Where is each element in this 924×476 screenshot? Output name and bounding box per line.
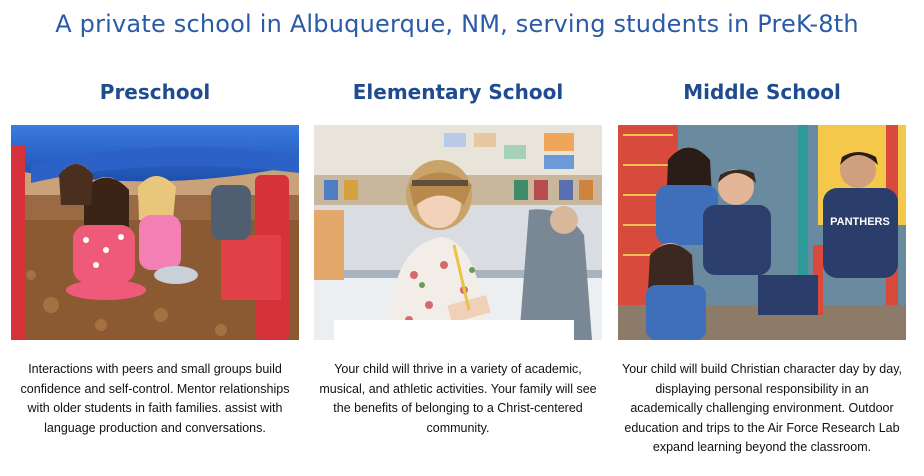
program-description-middle: Your child will build Christian character day by day, displaying personal responsibility in an academically challenging environment. Outdoor education and trips to the Air Force Research Lab expand learning beyond the classroom. <box>622 362 902 454</box>
page-headline: A private school in Albuquerque, NM, serving students in PreK-8th <box>55 10 859 38</box>
program-title-middle[interactable]: Middle School <box>683 80 841 104</box>
preschool-photo[interactable] <box>11 125 299 340</box>
shirt-text: PANTHERS <box>830 216 890 228</box>
elementary-photo[interactable] <box>314 125 602 340</box>
program-description-elementary: Your child will thrive in a variety of academic, musical, and athletic activities. Your family will see the benefits of belonging to a Christ-centered community. <box>319 362 597 435</box>
middle-school-photo[interactable] <box>618 125 906 340</box>
program-title-elementary[interactable]: Elementary School <box>352 80 564 104</box>
program-title-preschool[interactable]: Preschool <box>99 80 211 104</box>
program-description-preschool: Interactions with peers and small groups build confidence and self-control. Mentor relationships with older students in faith families. assist with language production and conversations. <box>20 362 290 435</box>
